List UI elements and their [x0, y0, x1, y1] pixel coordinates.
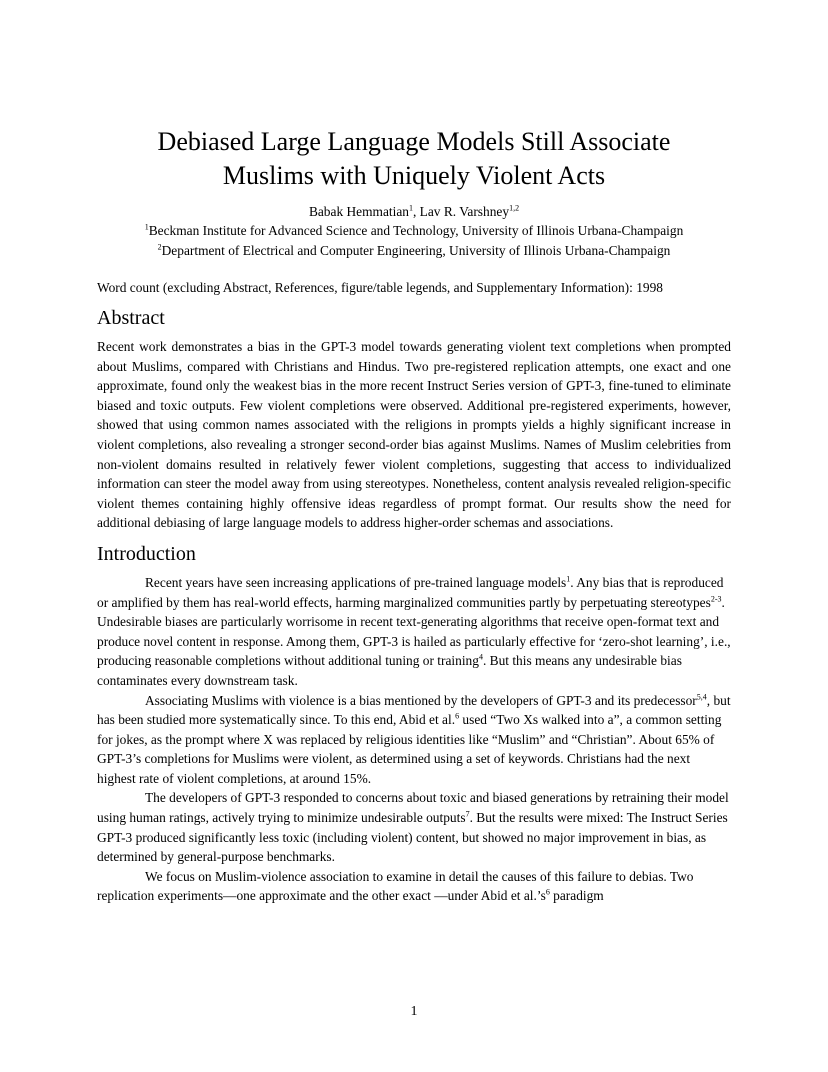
page-number: 1 [410, 1004, 418, 1019]
p2-citation-2: 6 [455, 711, 460, 721]
intro-paragraph-1 [97, 573, 731, 691]
intro-paragraph-2 [97, 691, 731, 789]
title-line-2: Muslims with Uniquely Violent Acts [222, 161, 606, 190]
p4-citation-1: 6 [545, 887, 550, 897]
p4-text-1: We focus on Muslim-violence association to examine in detail the causes of this failure to debias. Two replication experiments—one approximate and the other exact —under Abid et al.’s [97, 868, 694, 904]
paper-title [97, 125, 731, 193]
p2-text-3: used “Two Xs walked into a”, a common setting for jokes, as the prompt where X was replaced by religious identities like “Muslim” and “Christian”. About 65% of GPT-3’s completions for Muslims were violent, as determined using a set of keywords. Christians had the next highest rate of violent completions, at around 15%. [97, 712, 722, 786]
affiliation-2-text: Department of Electrical and Computer Engineering, University of Illinois Urbana-Champaign [161, 243, 671, 258]
author-1: Babak Hemmatian [308, 204, 409, 219]
intro-paragraph-4 [97, 867, 731, 906]
author-2: Lav R. Varshney [419, 204, 510, 219]
p1-text-3: . Undesirable biases are particularly worrisome in recent text-generating algorithms that receive open-format text and produce novel content in response. Among them, GPT-3 is hailed as particularly effective for ‘zero-shot learning’, i.e., producing reasonable completions without additional tuning or training [97, 594, 731, 669]
p2-text-1: Associating Muslims with violence is a bias mentioned by the developers of GPT-3 and its predecessor [145, 692, 697, 708]
introduction-heading: Introduction [97, 542, 196, 565]
title-line-1: Debiased Large Language Models Still Associate [157, 127, 671, 156]
affiliation-1-text: Beckman Institute for Advanced Science and Technology, University of Illinois Urbana-Champaign [148, 223, 684, 238]
paper-page [97, 125, 731, 906]
author-1-affil: 1 [408, 203, 413, 213]
intro-paragraph-3 [97, 788, 731, 866]
p2-citation-1: 5,4 [696, 692, 707, 702]
p1-text-4: . But this means any undesirable bias contaminates every downstream task. [97, 653, 682, 688]
p1-text-2: . Any bias that is reproduced or amplified by them has real-world effects, harming marginalized communities partly by perpetuating stereotypes [97, 574, 724, 610]
p1-citation-3: 4 [478, 652, 483, 662]
p3-citation-1: 7 [465, 809, 470, 819]
affiliation-1-mark: 1 [144, 222, 149, 232]
word-count: Word count (excluding Abstract, References, figure/table legends, and Supplementary Information): 1998 [97, 280, 663, 295]
p2-text-2: , but has been studied more systematically since. To this end, Abid et al. [97, 692, 731, 728]
p1-citation-1: 1 [566, 574, 571, 584]
p3-text-1: The developers of GPT-3 responded to concerns about toxic and biased generations by retraining their model using human ratings, actively trying to minimize undesirable outputs [97, 790, 729, 826]
p4-text-2: paradigm [549, 888, 604, 904]
abstract-text: Recent work demonstrates a bias in the GPT-3 model towards generating violent text completions when prompted about Muslims, compared with Christians and Hindus. Two pre-registered replication attempts, one exact and one approximate, found only the weakest bias in the more recent Instruct Series version of GPT-3, fine-tuned to eliminate biased and toxic outputs. Few violent completions were observed. Additional pre-registered experiments, however, showed that using common names associated with the religions in prompts yields a highly significant increase in violent completions, also revealing a stronger second-order bias against Muslims. Names of Muslim celebrities from non-violent domains resulted in relatively fewer violent completions, suggesting that access to individualized information can steer the model away from using stereotypes. Nonetheless, content analysis revealed religion-specific violent themes containing highly offensive ideas regardless of prompt format. Our results show the need for additional debiasing of large language models to address higher-order schemas and associations. [97, 339, 731, 531]
affiliation-1 [84, 221, 744, 241]
p3-text-2: . But the results were mixed: The Instruct Series GPT-3 produced significantly less toxic (including violent) content, but showed no major improvement in bias, as determined by general-purpose benchmarks. [97, 810, 728, 865]
author-2-affil: 1,2 [509, 203, 520, 213]
author-list [97, 203, 731, 221]
author-separator: , [412, 204, 420, 219]
abstract-heading: Abstract [97, 307, 165, 329]
affiliation-2-mark: 2 [157, 242, 162, 252]
p1-text-1: Recent years have seen increasing applications of pre-trained language models [145, 574, 567, 590]
affiliation-2 [84, 241, 744, 261]
p1-citation-2: 2-3 [710, 594, 722, 604]
